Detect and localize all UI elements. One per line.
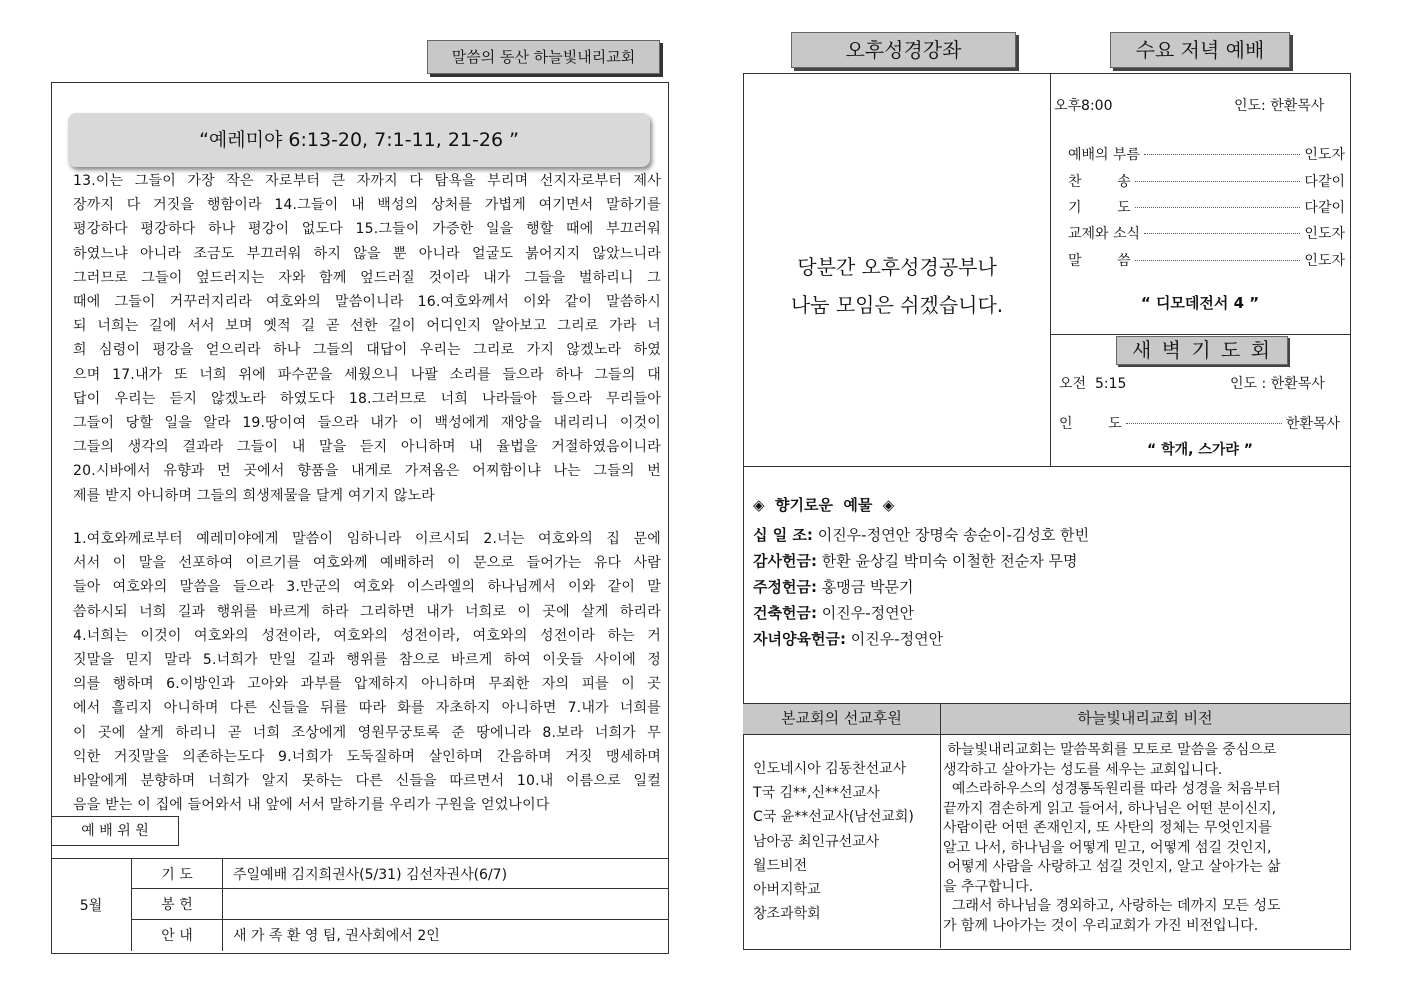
dot-leader [1135, 207, 1301, 208]
dawn-prayer-title [1116, 336, 1288, 365]
afternoon-notice-line: 나눔 모임은 쉬겠습니다. [790, 293, 1004, 317]
afternoon-notice [744, 248, 1050, 324]
offering-names: 이진우-정연안 장명숙 송순이-김성호 한빈 [817, 526, 1090, 544]
wed-order-person: 인도자 [1304, 226, 1345, 242]
vision-text [943, 741, 1346, 936]
church-name-badge [427, 40, 660, 74]
offering-row [753, 524, 1089, 548]
text-line: 에서 흘리지 아니하며 다른 신들을 뒤를 따라 화를 자초하지 아니하면 7.내가 너희를 [73, 700, 661, 717]
text-line: 4.너희는 이것이 여호와의 성전이라, 여호와의 성전이라, 여호와의 성전이라 하는 거 [73, 627, 661, 644]
mission-list [753, 757, 914, 926]
dot-leader [1144, 154, 1300, 155]
dot-leader [1135, 260, 1301, 261]
duty-label [51, 816, 179, 846]
text-line: 그래서 하나님을 경외하고, 사랑하는 데까지 모든 성도 [943, 898, 1281, 914]
wed-order-item: 예배의 부름 [1068, 147, 1141, 163]
wed-order-item: 교제와 소식 [1068, 226, 1141, 242]
dawn-scripture-text: “ 학개, 스가랴 ” [1147, 442, 1253, 458]
mission-item: T국 김**,신**선교사 [753, 785, 880, 802]
text-line: 짓말을 믿지 말라 5.너희가 만일 길과 행위를 참으로 바르게 하여 이웃들 사이에 정 [73, 652, 661, 669]
text-line: 서서 이 말을 선포하여 이르기를 여호와께 예배하러 이 문으로 들어가는 유다 사람 [73, 555, 661, 572]
offering-names: 이진우-정연안 [850, 630, 944, 648]
vision-header: 하늘빛내리교회 비전 [1077, 709, 1213, 727]
wed-order-person: 인도자 [1304, 147, 1345, 163]
text-line: 으며 17.내가 또 너희 위에 파수꾼을 세웠으니 나팔 소리를 들으라 하나 그들의 대 [73, 366, 661, 383]
text-line: 장까지 다 거짓을 행함이라 14.그들이 내 백성의 상처를 가볍게 여기면서 말하기를 [73, 197, 661, 214]
afternoon-study-title [791, 32, 1016, 68]
text-line: 희 심령이 평강을 얻으리라 하나 그들의 대답이 우리는 그리로 가지 않겠노라 하였 [73, 342, 661, 359]
dawn-order-person: 한환목사 [1285, 416, 1340, 432]
offering-row [753, 628, 943, 652]
duty-role: 봉 헌 [132, 889, 223, 920]
text-line: 그들이 당할 일을 알라 19.땅이여 들으라 내가 이 백성에게 재앙을 내리리니 이것이 [73, 415, 661, 432]
afternoon-notice-line: 당분간 오후성경공부나 [797, 255, 997, 279]
text-line: 사람이란 어떤 존재인지, 또 사탄의 정체는 무엇인지를 [943, 820, 1272, 836]
offering-names: 한환 윤상길 박미숙 이철한 전순자 무명 [821, 552, 1078, 570]
text-line: 들아 여호와의 말씀을 들으라 3.만군의 여호와 이스라엘의 하나님께서 이와 같이 말 [73, 579, 661, 596]
wed-leader: 인도: 한환목사 [1234, 98, 1325, 114]
dawn-prayer-title-text: 새 벽 기 도 회 [1131, 338, 1273, 362]
wed-order-row [1068, 170, 1345, 192]
scripture-passage-jeremiah-6 [73, 169, 661, 508]
text-line: 끝까지 겸손하게 읽고 들어서, 하나님은 어떤 분이신지, [943, 800, 1277, 817]
offering-row [753, 576, 913, 600]
mission-item: C국 윤**선교사(남선교회) [753, 809, 914, 826]
text-line: 때에 그들이 거꾸러지리라 여호와의 말씀이니라 16.여호와께서 이와 같이 말씀하시 [73, 294, 661, 311]
text-line: 씀하시되 너희 길과 행위를 바르게 하라 그리하면 내가 너희로 이 곳에 살게 하리라 [73, 603, 661, 620]
text-line: 20.시바에서 유향과 먼 곳에서 향품을 내게로 가져옴은 어찌함이냐 나는 그들의 번 [73, 463, 661, 480]
text-line: 13.이는 그들이 가장 작은 자로부터 큰 자까지 다 탐욕을 부리며 선지자로부터 제사 [73, 173, 661, 189]
offering-label: 건축헌금: [753, 604, 817, 622]
divider [1050, 73, 1051, 466]
dawn-leader: 인도 : 한환목사 [1230, 376, 1325, 392]
text-line: 음을 받는 이 집에 들어와서 내 앞에 서서 말하기를 우리가 구원을 얻었나이다 [73, 797, 550, 814]
duty-value: 주일예배 김지희권사(5/31) 김선자권사(6/7) [223, 859, 669, 889]
text-line: 답이 우리는 듣지 않겠노라 하였도다 18.그러므로 너희 나라들아 들으라 무리들아 [73, 390, 661, 407]
wed-order-person: 다같이 [1304, 174, 1345, 190]
duty-table [51, 858, 668, 951]
offering-row [753, 602, 914, 626]
wed-order-person: 인도자 [1304, 253, 1345, 269]
duty-role: 기 도 [132, 859, 223, 889]
text-line: 이 곳에 살게 하리니 곧 너희 조상에게 영원무궁토록 준 땅에니라 8.보라 너희가 무 [73, 724, 661, 741]
scripture-passage-jeremiah-7 [73, 527, 661, 817]
offering-names: 이진우-정연안 [821, 604, 915, 622]
text-line: 가 함께 나아가는 것이 우리교회가 가진 비전입니다. [943, 917, 1259, 934]
dot-leader [1144, 233, 1300, 234]
duty-value: 새 가 족 환 영 팀, 권사회에서 2인 [233, 928, 440, 945]
offering-row [753, 550, 1077, 574]
wednesday-service-title [1110, 32, 1290, 68]
dot-leader [1126, 423, 1282, 424]
offering-names: 홍맹금 박문기 [821, 578, 914, 596]
mission-item: 인도네시아 김동찬선교사 [753, 761, 907, 777]
text-line: 예스라하우스의 성경통독원리를 따라 성경을 처음부터 [943, 781, 1281, 797]
dawn-order-item: 인 도 [1059, 416, 1122, 432]
wed-order-row [1068, 143, 1345, 165]
text-line: 1.여호와께로부터 예레미야에게 말씀이 임하니라 이르시되 2.너는 여호와의 집 문에 [73, 531, 661, 547]
duty-month: 5월 [51, 859, 132, 951]
offering-title: ◈ 향기로운 예물 ◈ [753, 496, 895, 514]
text-line: 의를 행하며 6.이방인과 고아와 과부를 압제하지 아니하며 무죄한 자의 피를 이 곳 [73, 676, 661, 693]
text-line: 그들의 생각의 결과라 그들이 내 말을 듣지 아니하며 내 율법을 거절하였음이니라 [73, 439, 661, 456]
scripture-title-banner [68, 113, 650, 167]
duty-value [223, 889, 669, 920]
wed-order-row [1068, 222, 1345, 244]
text-line: 생각하고 살아가는 성도를 세우는 교회입니다. [943, 761, 1223, 778]
text-line: 그러므로 그들이 엎드러지는 자와 함께 엎드러질 것이라 내가 그들을 벌하리니 그 [73, 269, 661, 286]
text-line: 알고 나서, 하나님을 어떻게 믿고, 어떻게 섬길 것인지, [943, 839, 1272, 856]
text-line: 되 너희는 길에 서서 보며 옛적 길 곧 선한 길이 어디인지 알아보고 그리로 가라 너 [73, 318, 661, 335]
offering-label: 십 일 조: [753, 526, 813, 544]
text-line: 제를 받지 아니하며 그들의 희생제물을 달게 여기지 않노라 [73, 487, 435, 504]
duty-label-text: 예 배 위 원 [81, 823, 149, 839]
divider [940, 703, 941, 948]
wed-scripture-text: “ 디모데전서 4 ” [1140, 294, 1260, 312]
wed-order-person: 다같이 [1304, 200, 1345, 216]
mission-item: 창조과학회 [753, 906, 821, 923]
divider [1050, 334, 1350, 335]
wed-time: 오후8:00 [1054, 98, 1113, 114]
scripture-title: “예레미야 6:13-20, 7:1-11, 21-26 ” [199, 129, 519, 151]
text-line: 하였느냐 아니라 조금도 부끄러워 하지 않을 뿐 아니라 얼굴도 붉어지지 않았느니라 [73, 245, 661, 262]
text-line: 어떻게 사람을 사랑하고 섬길 것인지, 알고 살아가는 삶 [943, 859, 1281, 875]
wed-order-item: 말 씀 [1068, 253, 1131, 269]
mission-header: 본교회의 선교후원 [781, 709, 902, 727]
wed-order-item: 찬 송 [1068, 174, 1131, 190]
dawn-order-row [1059, 412, 1340, 434]
afternoon-study-title-text: 오후성경강좌 [845, 38, 962, 62]
church-name-text: 말씀의 동산 하늘빛내리교회 [451, 48, 636, 66]
text-line: 익한 거짓말을 의존하는도다 9.너희가 도둑질하며 살인하며 간음하며 거짓 맹세하며 [73, 748, 661, 765]
offering-label: 자녀양육헌금: [753, 630, 846, 648]
divider [743, 466, 1350, 467]
mission-item: 아버지학교 [753, 882, 821, 899]
wed-order-row [1068, 249, 1345, 271]
text-line: 하늘빛내리교회는 말씀목회를 모토로 말씀을 중심으로 [943, 742, 1277, 758]
offering-label: 주정헌금: [753, 578, 817, 596]
wed-order-row [1068, 196, 1345, 218]
text-line: 을 추구합니다. [943, 878, 1034, 895]
text-line: 바알에게 분향하며 너희가 알지 못하는 다른 신들을 따르면서 10.내 이름으로 일컬 [73, 773, 661, 790]
mission-item: 남아공 최인규선교사 [753, 833, 880, 850]
mission-item: 월드비전 [753, 857, 808, 874]
text-line: 평강하다 평강하다 하나 평강이 없도다 15.그들이 가증한 일을 행할 때에 부끄러워 [73, 221, 661, 238]
wednesday-service-title-text: 수요 저녁 예배 [1135, 38, 1265, 62]
offering-label: 감사헌금: [753, 552, 817, 570]
dot-leader [1135, 181, 1301, 182]
wed-order-item: 기 도 [1068, 200, 1131, 216]
duty-role: 안 내 [132, 920, 223, 951]
dawn-time: 오전 5:15 [1059, 376, 1127, 392]
